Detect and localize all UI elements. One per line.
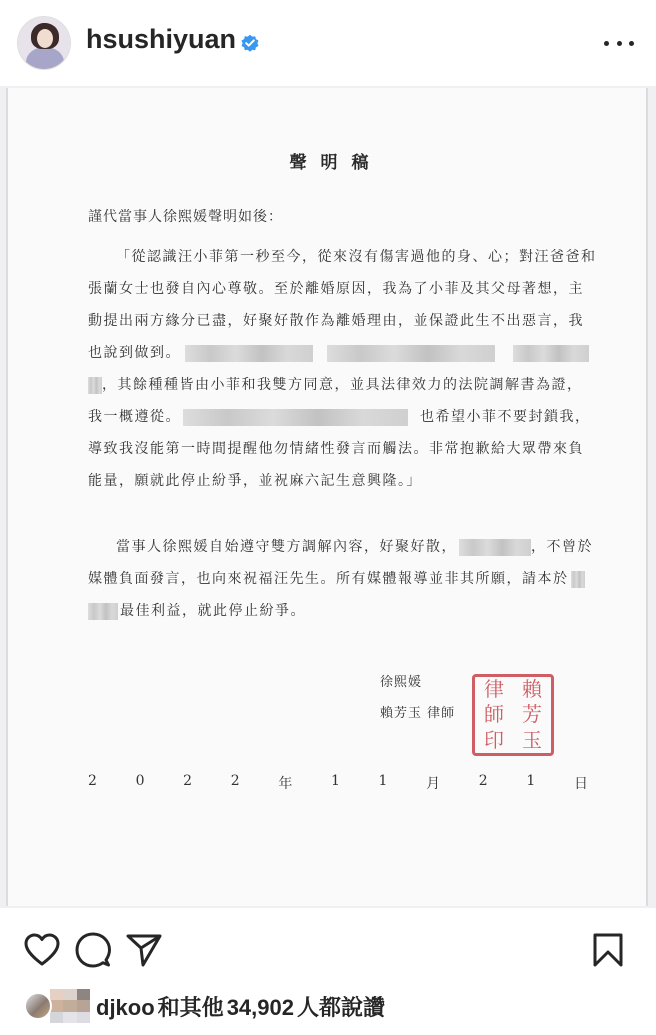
- text-segment: 媒體負面發言，也向來祝福汪先生。所有媒體報導並非其所願，請本於: [88, 571, 569, 587]
- date-char: 2: [478, 773, 488, 789]
- redacted-text: [185, 345, 313, 362]
- statement-paragraph-2: [88, 531, 593, 627]
- text-line: [88, 337, 588, 369]
- seal-char: 芳: [522, 702, 542, 727]
- liker-avatar-blurred[interactable]: [50, 989, 90, 1023]
- text-segment: 也希望小菲不要封鎖我，: [420, 409, 591, 425]
- date-char: 2: [230, 773, 240, 789]
- date-char: 0: [135, 773, 145, 789]
- likes-summary: [24, 988, 385, 1024]
- redacted-text: [459, 539, 531, 556]
- text-line: [88, 563, 588, 595]
- lawyer-seal-stamp: [472, 674, 554, 756]
- redacted-text: [88, 377, 102, 394]
- likes-text: [96, 991, 385, 1022]
- text-segment: 也說到做到。: [88, 345, 181, 361]
- date-char: 日: [573, 776, 588, 792]
- more-options-button[interactable]: [604, 38, 634, 48]
- redacted-text: [327, 345, 495, 362]
- comment-icon[interactable]: [73, 930, 113, 970]
- text-segment: 我一概遵從。: [88, 409, 181, 425]
- seal-char: 師: [484, 702, 504, 727]
- heart-icon[interactable]: [22, 930, 62, 970]
- dot-icon: [617, 41, 622, 46]
- seal-char: 賴: [522, 677, 542, 701]
- statement-document: [6, 88, 648, 906]
- profile-avatar[interactable]: [17, 16, 71, 70]
- date-char: 1: [526, 773, 536, 789]
- date-char: 2: [88, 773, 97, 789]
- date-char: 年: [278, 776, 293, 792]
- text-line: [88, 401, 591, 433]
- liker-avatar[interactable]: [24, 992, 52, 1020]
- text-segment: 當事人徐熙媛自始遵守雙方調解內容，好聚好散，: [116, 539, 457, 555]
- post-header: [0, 0, 656, 86]
- redacted-text: [183, 409, 408, 426]
- redacted-text: [513, 345, 589, 362]
- bookmark-icon[interactable]: [588, 930, 628, 970]
- liker-username-link[interactable]: djkoo: [96, 994, 155, 1020]
- text-line: [88, 369, 588, 401]
- text-line: 張蘭女士也發自內心尊敬。至於離婚原因，我為了小菲及其父母著想，主: [88, 281, 584, 297]
- document-intro: 謹代當事人徐熙媛聲明如後：: [88, 209, 283, 225]
- text-segment: ，不曾於: [531, 539, 593, 555]
- statement-paragraph-1: [88, 241, 597, 497]
- username-link[interactable]: hsushiyuan: [86, 24, 237, 54]
- text-segment: ，其餘種種皆由小菲和我雙方同意，並具法律效力的法院調解書為證，: [102, 377, 583, 393]
- text-line: 能量，願就此停止紛爭，並祝麻六記生意興隆。」: [88, 473, 422, 489]
- seal-char: 玉: [522, 727, 542, 752]
- text-segment: 最佳利益，就此停止紛爭。: [120, 603, 306, 619]
- text-line: [88, 531, 593, 563]
- likes-count[interactable]: 34,902: [226, 994, 294, 1020]
- send-icon[interactable]: [124, 930, 164, 970]
- date-char: 1: [330, 773, 340, 789]
- redacted-text: [88, 603, 118, 620]
- post-image[interactable]: [0, 86, 656, 908]
- text-line: 「從認識汪小菲第一秒至今，從來沒有傷害過他的身、心；對汪爸爸和: [116, 249, 597, 265]
- dot-icon: [629, 41, 634, 46]
- likes-connector: 和其他: [157, 994, 224, 1020]
- dot-icon: [604, 41, 609, 46]
- avatar-face: [37, 29, 53, 48]
- date-char: 月: [426, 776, 441, 792]
- document-date: [88, 773, 588, 793]
- text-line: [88, 595, 588, 627]
- seal-char: 印: [484, 727, 504, 752]
- redacted-text: [571, 571, 585, 588]
- likes-suffix: 人都說讚: [296, 994, 385, 1020]
- signature-client: 徐熙媛: [380, 675, 423, 690]
- text-line: 動提出兩方緣分已盡，好聚好散作為離婚理由，並保證此生不出惡言，我: [88, 313, 584, 329]
- text-line: 導致我沒能第一時間提醒他勿情緒性發言而觸法。非常抱歉給大眾帶來負: [88, 441, 584, 457]
- post-action-bar: [0, 920, 656, 980]
- seal-char: 律: [484, 677, 504, 701]
- document-title: 聲明稿: [289, 153, 383, 173]
- verified-badge-icon: [240, 33, 260, 53]
- date-char: 1: [378, 773, 388, 789]
- date-char: 2: [183, 773, 193, 789]
- avatar-figure: [26, 47, 64, 70]
- signature-lawyer: 賴芳玉 律師: [380, 706, 456, 721]
